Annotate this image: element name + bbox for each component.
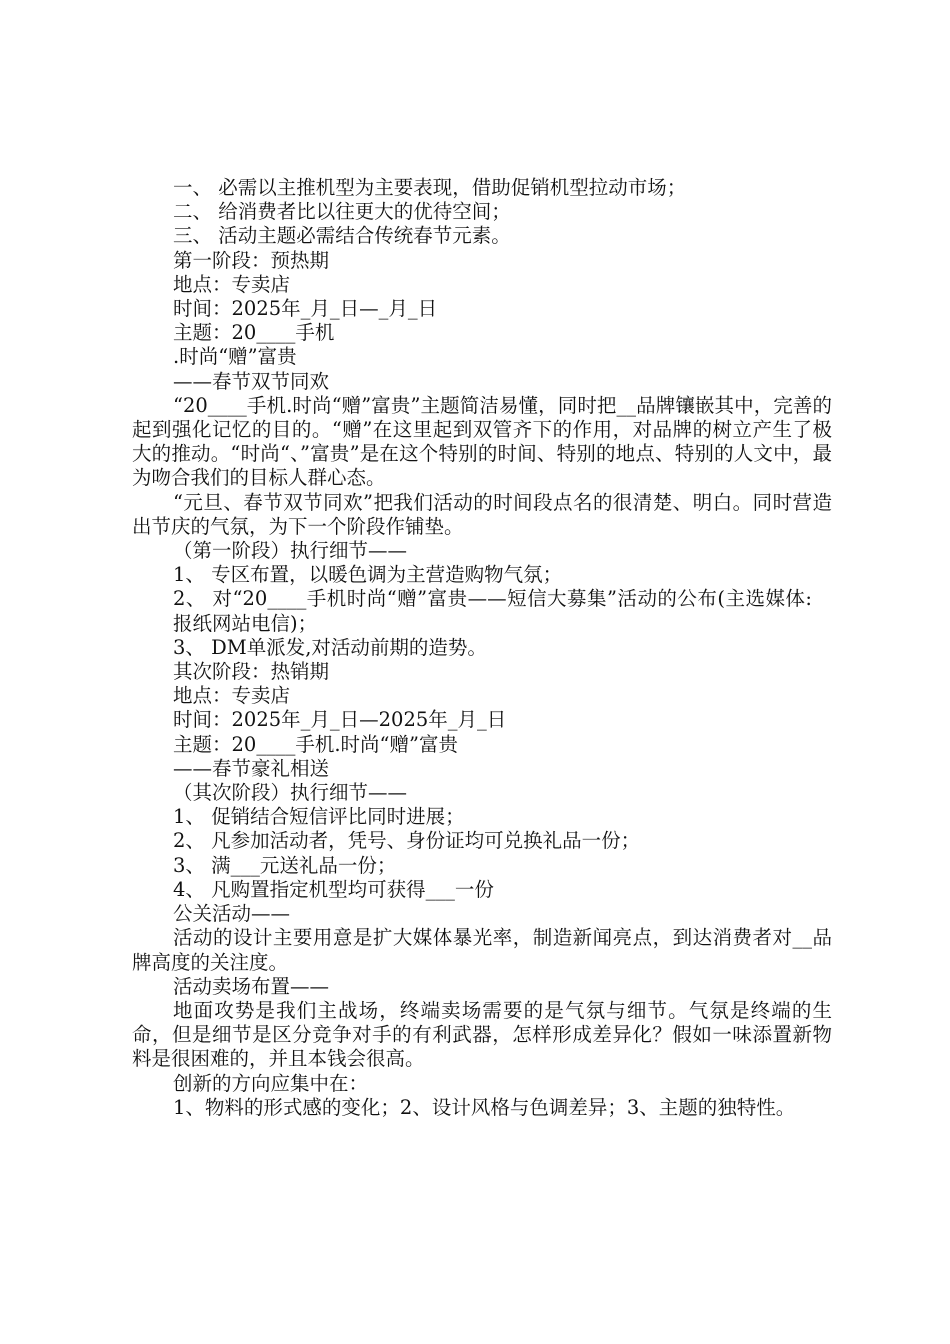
paragraph: 主题：20____手机 [173, 321, 335, 345]
paragraph: 活动卖场布置—— [173, 974, 330, 998]
paragraph: ——春节豪礼相送 [173, 756, 330, 780]
paragraph: “元旦、春节双节同欢”把我们活动的时间段点名的很清楚、明白。同时营造出节庆的气氛，为下一个阶段作铺垫。 [132, 490, 832, 538]
document-body [132, 176, 832, 1120]
paragraph: 其次阶段：热销期 [173, 660, 330, 684]
paragraph: .时尚“赠”富贵 [173, 345, 297, 369]
paragraph: 主题：20____手机.时尚“赠”富贵 [173, 732, 458, 756]
paragraph: 时间：2025年_月_日—2025年_月_日 [173, 708, 507, 732]
paragraph: 时间：2025年_月_日—_月_日 [173, 297, 438, 321]
paragraph: 地点：专卖店 [173, 684, 291, 708]
paragraph: 地点：专卖店 [173, 272, 291, 296]
paragraph: 2、 对“20____手机时尚“赠”富贵——短信大募集”活动的公布(主选媒体:报纸网站电信)； [173, 587, 812, 635]
paragraph: 4、 凡购置指定机型均可获得___一份 [173, 877, 494, 901]
paragraph: 第一阶段：预热期 [173, 248, 330, 272]
paragraph: “20____手机.时尚“赠”富贵”主题简洁易懂，同时把__品牌镶嵌其中，完善的起到强化记忆的目的。“赠”在这里起到双管齐下的作用，对品牌的树立产生了极大的推动。“时尚“、”富贵”是在这个特别的时间、特别的地点、特别的人文中，最为吻合我们的目标人群心态。 [132, 393, 832, 490]
paragraph: 3、 满___元送礼品一份； [173, 853, 397, 877]
paragraph: 1、 促销结合短信评比同时进展； [173, 805, 465, 829]
paragraph: 三、 活动主题必需结合传统春节元素。 [173, 224, 511, 248]
paragraph: 3、 DM单派发,对活动前期的造势。 [173, 635, 487, 659]
paragraph: 地面攻势是我们主战场，终端卖场需要的是气氛与细节。气氛是终端的生命，但是细节是区分竞争对手的有利武器，怎样形成差异化？假如一味添置新物料是很困难的，并且本钱会很高。 [132, 998, 832, 1071]
paragraph: 活动的设计主要用意是扩大媒体暴光率，制造新闻亮点，到达消费者对__品牌高度的关注度。 [132, 926, 832, 974]
paragraph: 公关活动—— [173, 902, 291, 926]
paragraph: （其次阶段）执行细节—— [173, 781, 408, 805]
paragraph: 二、 给消费者比以往更大的优待空间； [173, 200, 511, 224]
paragraph: 1、 专区布置，以暖色调为主营造购物气氛； [173, 563, 563, 587]
paragraph: 2、 凡参加活动者，凭号、身份证均可兑换礼品一份； [173, 829, 641, 853]
paragraph: （第一阶段）执行细节—— [173, 539, 408, 563]
paragraph: 一、 必需以主推机型为主要表现，借助促销机型拉动市场； [173, 176, 687, 199]
paragraph: 1、物料的形式感的变化；2、设计风格与色调差异；3、主题的独特性。 [173, 1095, 796, 1119]
paragraph: 创新的方向应集中在： [173, 1071, 369, 1095]
paragraph: ——春节双节同欢 [173, 369, 330, 393]
